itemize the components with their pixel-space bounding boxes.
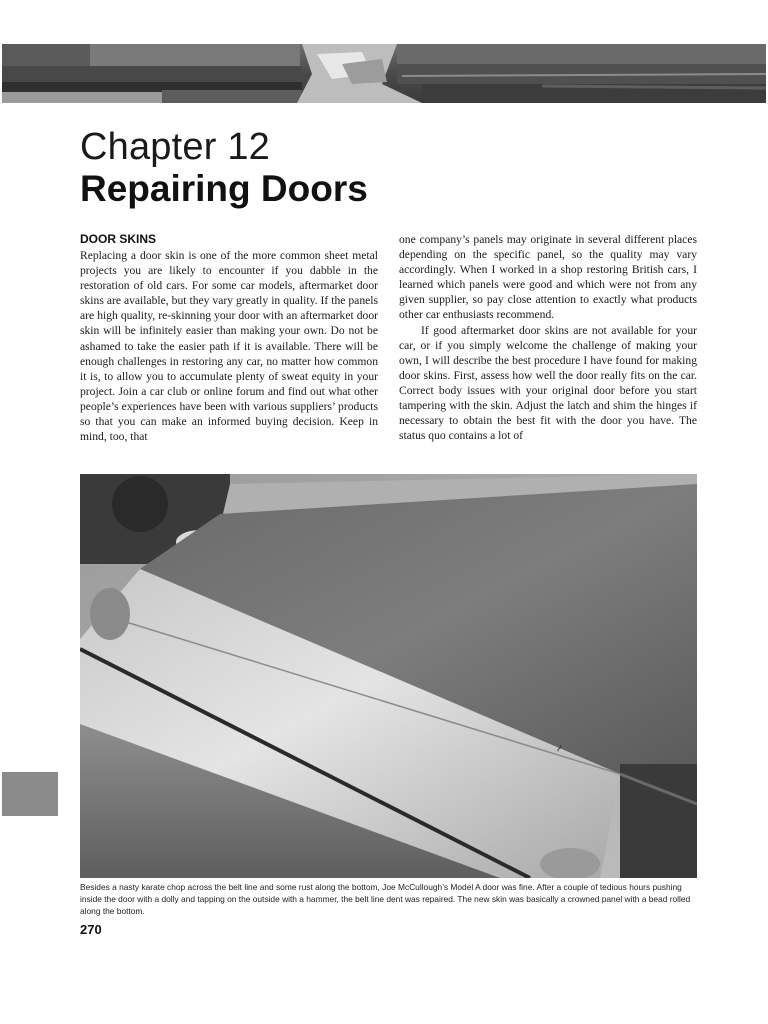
chapter-title: Repairing Doors (80, 168, 368, 209)
body-paragraph: Replacing a door skin is one of the more common sheet metal projects you are likely to encounter if you dabble in the restoration of old cars. For some car models, aftermarket door skins are available, but they vary greatly in quality. If the panels are high quality, re-skinning your door with an aftermarket door skin will be infinitely easier than making your own. Do not be ashamed to take the easier path if it is available. There will be enough challenges in restoring any car, no matter how common it is, to allow you to accumulate plenty of sweat equity in your project. Join a car club or online forum and find out what other people’s experiences have been with various suppliers’ products so that you can make an informed buying decision. Keep in mind, too, that (80, 249, 378, 444)
chapter-thumb-tab (2, 772, 58, 816)
body-paragraph: If good aftermarket door skins are not available for your car, or if you simply welcome the challenge of making your own, I will describe the best procedure I have found for making door skins. First, assess how well the door really fits on the car. Correct body issues with your original door before you start tampering with the skin. Adjust the latch and shim the hinges if necessary to obtain the best fit with the door you have. The status quo contains a lot of (399, 323, 697, 443)
section-heading: DOOR SKINS (80, 232, 157, 246)
chapter-number: Chapter 12 (80, 126, 271, 168)
left-column (80, 232, 378, 444)
right-column (399, 232, 697, 443)
body-paragraph-continued: one company’s panels may originate in several different places depending on the specific panel, so the quality may vary accordingly. When I worked in a shop restoring British cars, I learned which panels were good and which were not from any given supplier, so pay close attention to exactly what products other car enthusiasts recommend. (399, 233, 697, 322)
door-skin-photo (80, 474, 697, 878)
svg-text:~: ~ (551, 741, 568, 756)
banner-image (2, 44, 766, 103)
header-banner-photo (2, 44, 766, 103)
page-number: 270 (80, 922, 102, 937)
figure-caption: Besides a nasty karate chop across the belt line and some rust along the bottom, Joe McCullough’s Model A door was fine. After a couple of tedious hours pushing inside the door with a dolly and tapping on the outside with a hammer, the belt line dent was repaired. The new skin was basically a crowned panel with a bead rolled along the bottom. (80, 882, 691, 916)
photo-image (80, 474, 697, 878)
